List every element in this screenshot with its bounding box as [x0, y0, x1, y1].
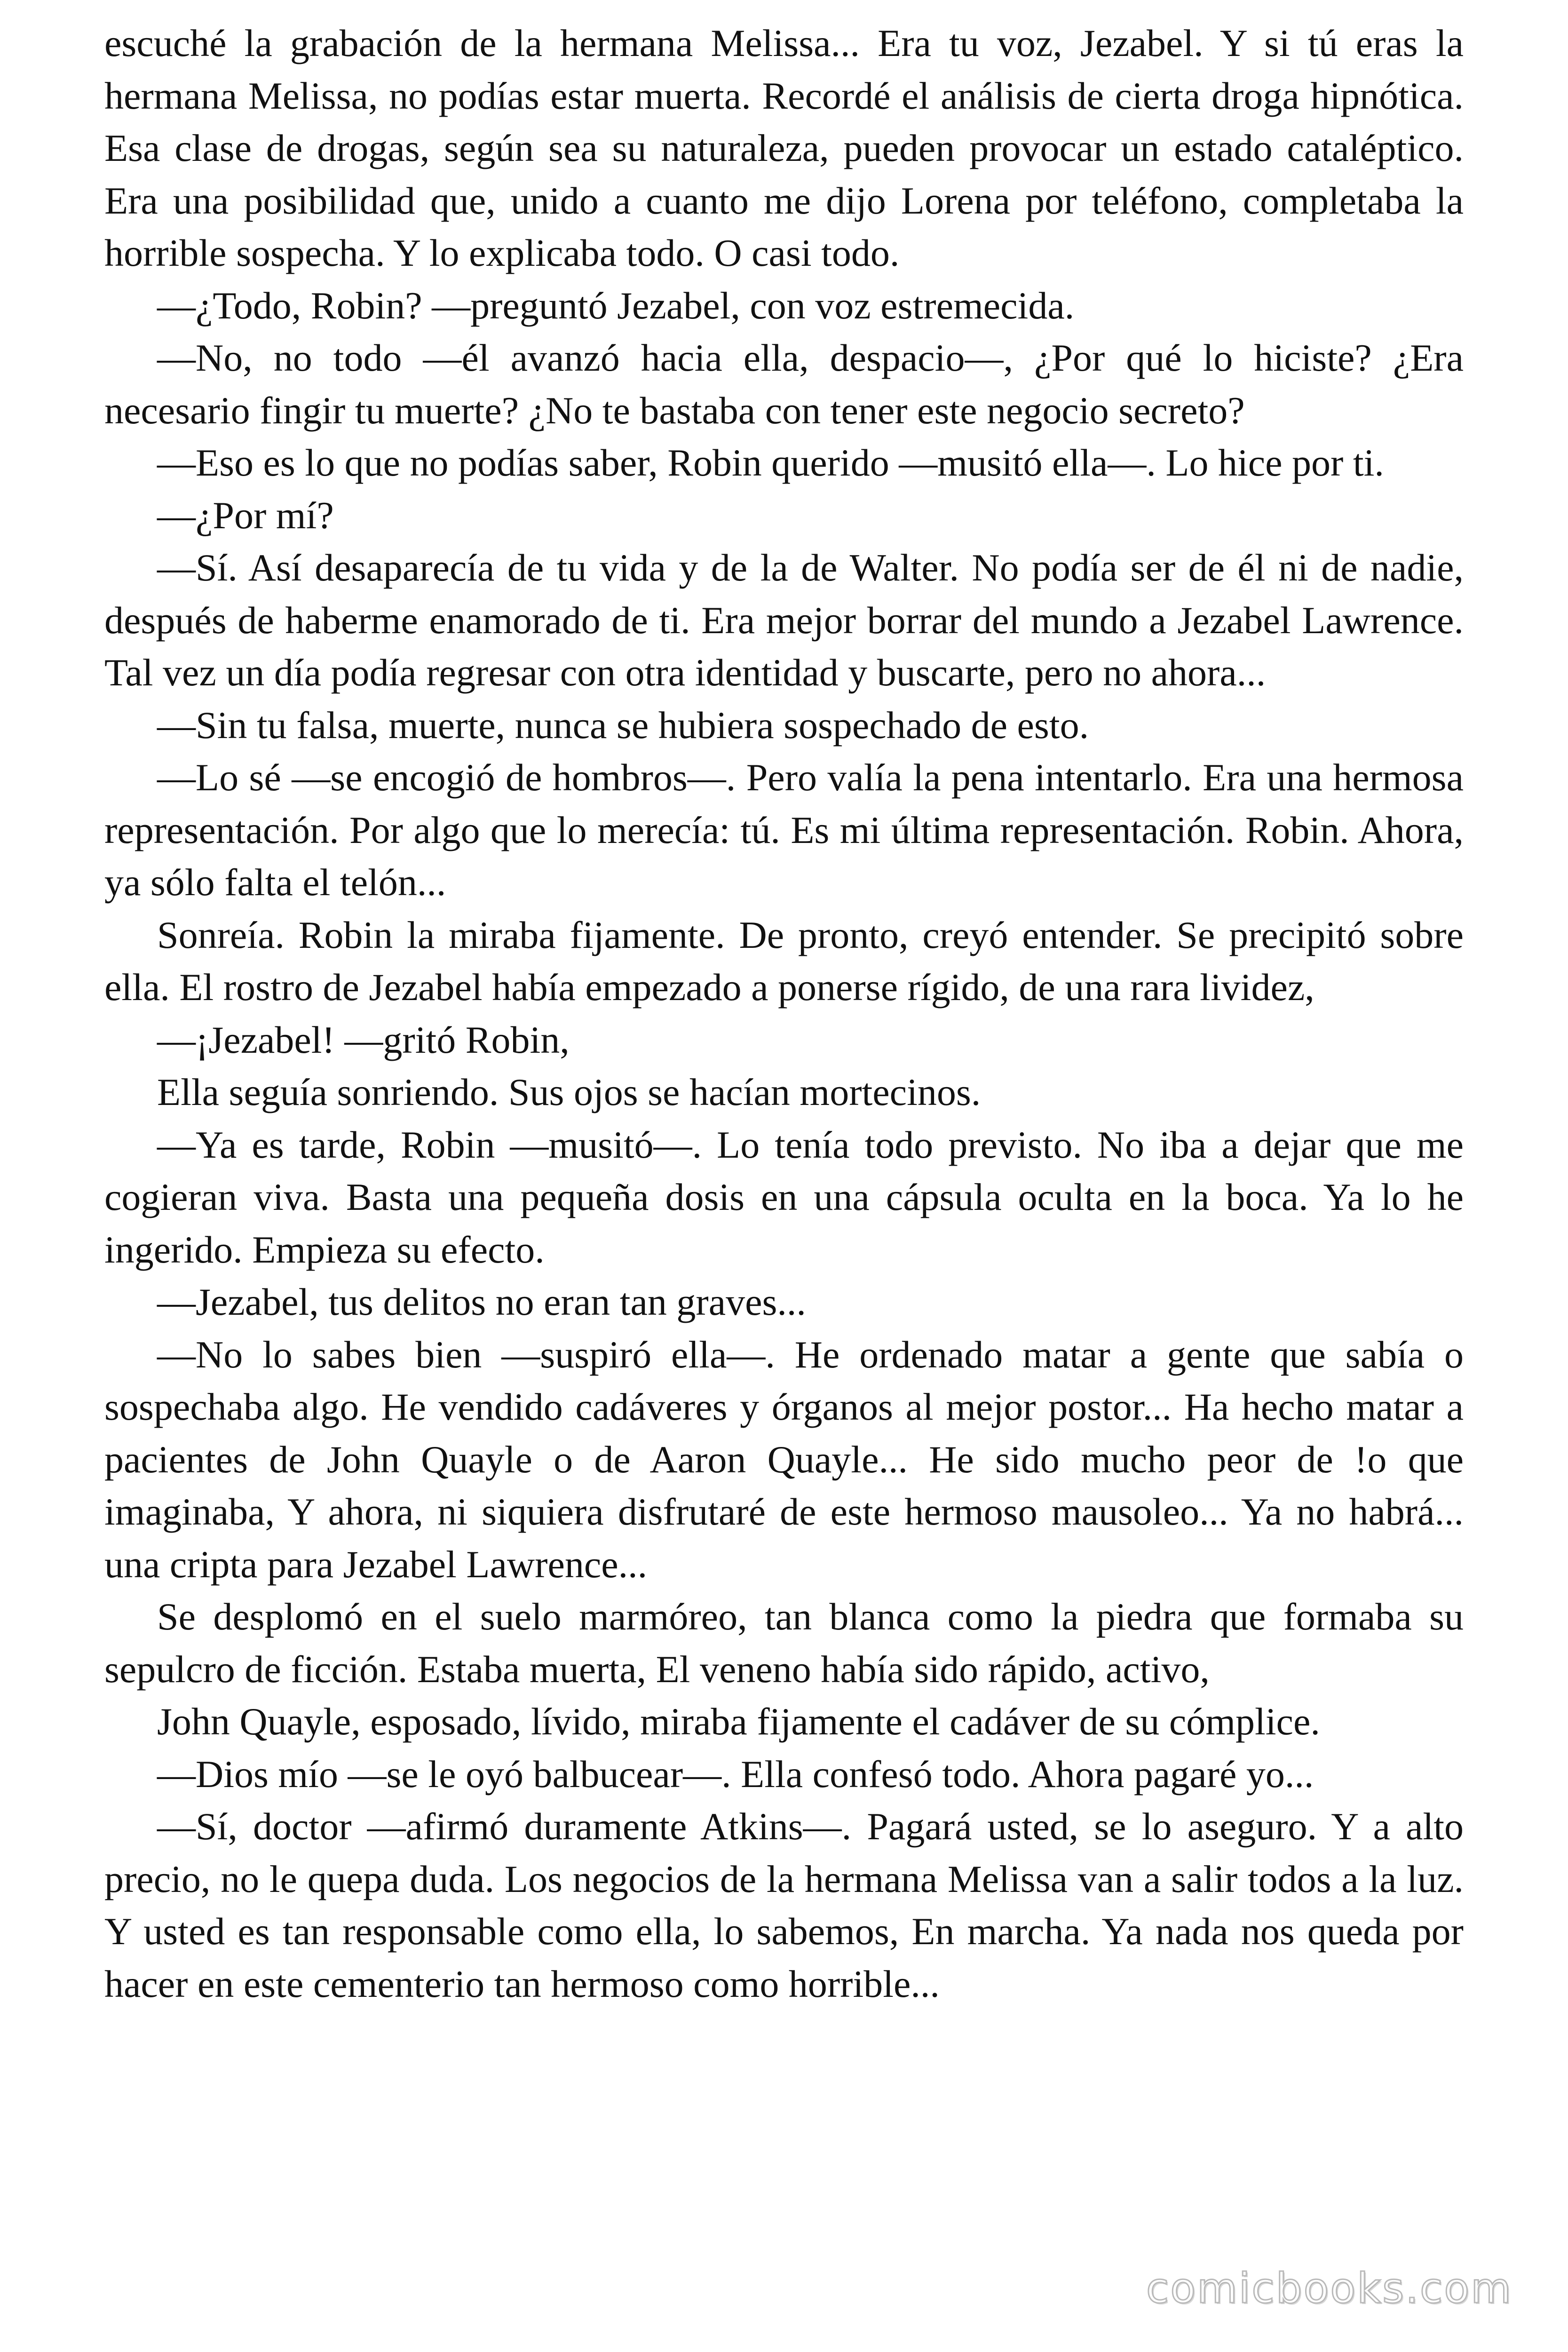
paragraph: —Ya es tarde, Robin —musitó—. Lo tenía todo previsto. No iba a dejar que me cogieran viva. Basta una pequeña dosis en una cápsula oculta en la boca. Ya lo he ingerido. Empieza su efecto. — [104, 1123, 1464, 1271]
paragraph: Sonreía. Robin la miraba fijamente. De pronto, creyó entender. Se precipitó sobre ella. El rostro de Jezabel había empezado a ponerse rígido, de una rara lividez, — [104, 913, 1464, 1009]
paragraph: —¡Jezabel! —gritó Robin, — [157, 1018, 570, 1061]
paragraph: —Sí, doctor —afirmó duramente Atkins—. Pagará usted, se lo aseguro. Y a alto precio, no le quepa duda. Los negocios de la hermana Melissa van a salir todos a la luz. Y usted es tan responsable como ella, lo sabemos, En marcha. Ya nada nos queda por hacer en este cementerio tan hermoso como horrible... — [104, 1805, 1464, 2005]
paragraph: Ella seguía sonriendo. Sus ojos se hacían mortecinos. — [157, 1071, 981, 1113]
paragraph: —Jezabel, tus delitos no eran tan graves... — [157, 1280, 806, 1323]
paragraph: —Sí. Así desaparecía de tu vida y de la de Walter. No podía ser de él ni de nadie, después de haberme enamorado de ti. Era mejor borrar del mundo a Jezabel Lawrence. Tal vez un día podía regresar con otra identidad y buscarte, pero no ahora... — [104, 546, 1464, 694]
paragraph: —Lo sé —se encogió de hombros—. Pero valía la pena intentarlo. Era una hermosa representación. Por algo que lo merecía: tú. Es mi última representación. Robin. Ahora, ya sólo falta el telón... — [104, 756, 1464, 904]
paragraph: —No, no todo —él avanzó hacia ella, despacio—, ¿Por qué lo hiciste? ¿Era necesario fingir tu muerte? ¿No te bastaba con tener este negocio secreto? — [104, 336, 1464, 432]
paragraph: escuché la grabación de la hermana Melissa... Era tu voz, Jezabel. Y si tú eras la hermana Melissa, no podías estar muerta. Recordé el análisis de cierta droga hipnótica. Esa clase de drogas, según sea su naturaleza, pueden provocar un estado cataléptico. Era una posibilidad que, unido a cuanto me dijo Lorena por teléfono, completaba la horrible sospecha. Y lo explicaba todo. O casi todo. — [104, 22, 1464, 274]
paragraph: John Quayle, esposado, lívido, miraba fijamente el cadáver de su cómplice. — [157, 1700, 1320, 1743]
watermark: comicbooks.com — [1146, 2264, 1513, 2312]
paragraph: Se desplomó en el suelo marmóreo, tan blanca como la piedra que formaba su sepulcro de ficción. Estaba muerta, El veneno había sido rápido, activo, — [104, 1595, 1464, 1691]
paragraph: —¿Por mí? — [157, 493, 334, 537]
paragraph: —Dios mío —se le oyó balbucear—. Ella confesó todo. Ahora pagaré yo... — [157, 1752, 1314, 1796]
paragraph: —¿Todo, Robin? —preguntó Jezabel, con voz estremecida. — [157, 284, 1075, 327]
paragraph: —No lo sabes bien —suspiró ella—. He ordenado matar a gente que sabía o sospechaba algo. He vendido cadáveres y órganos al mejor postor... Ha hecho matar a pacientes de John Quayle o de Aaron Quayle... He sido mucho peor de !o que imaginaba, Y ahora, ni siquiera disfrutaré de este hermoso mausoleo... Ya no habrá... una cripta para Jezabel Lawrence... — [104, 1333, 1464, 1586]
page-text — [104, 17, 1464, 2010]
paragraph: —Eso es lo que no podías saber, Robin querido —musitó ella—. Lo hice por ti. — [157, 441, 1384, 484]
paragraph: —Sin tu falsa, muerte, nunca se hubiera sospechado de esto. — [157, 703, 1089, 747]
